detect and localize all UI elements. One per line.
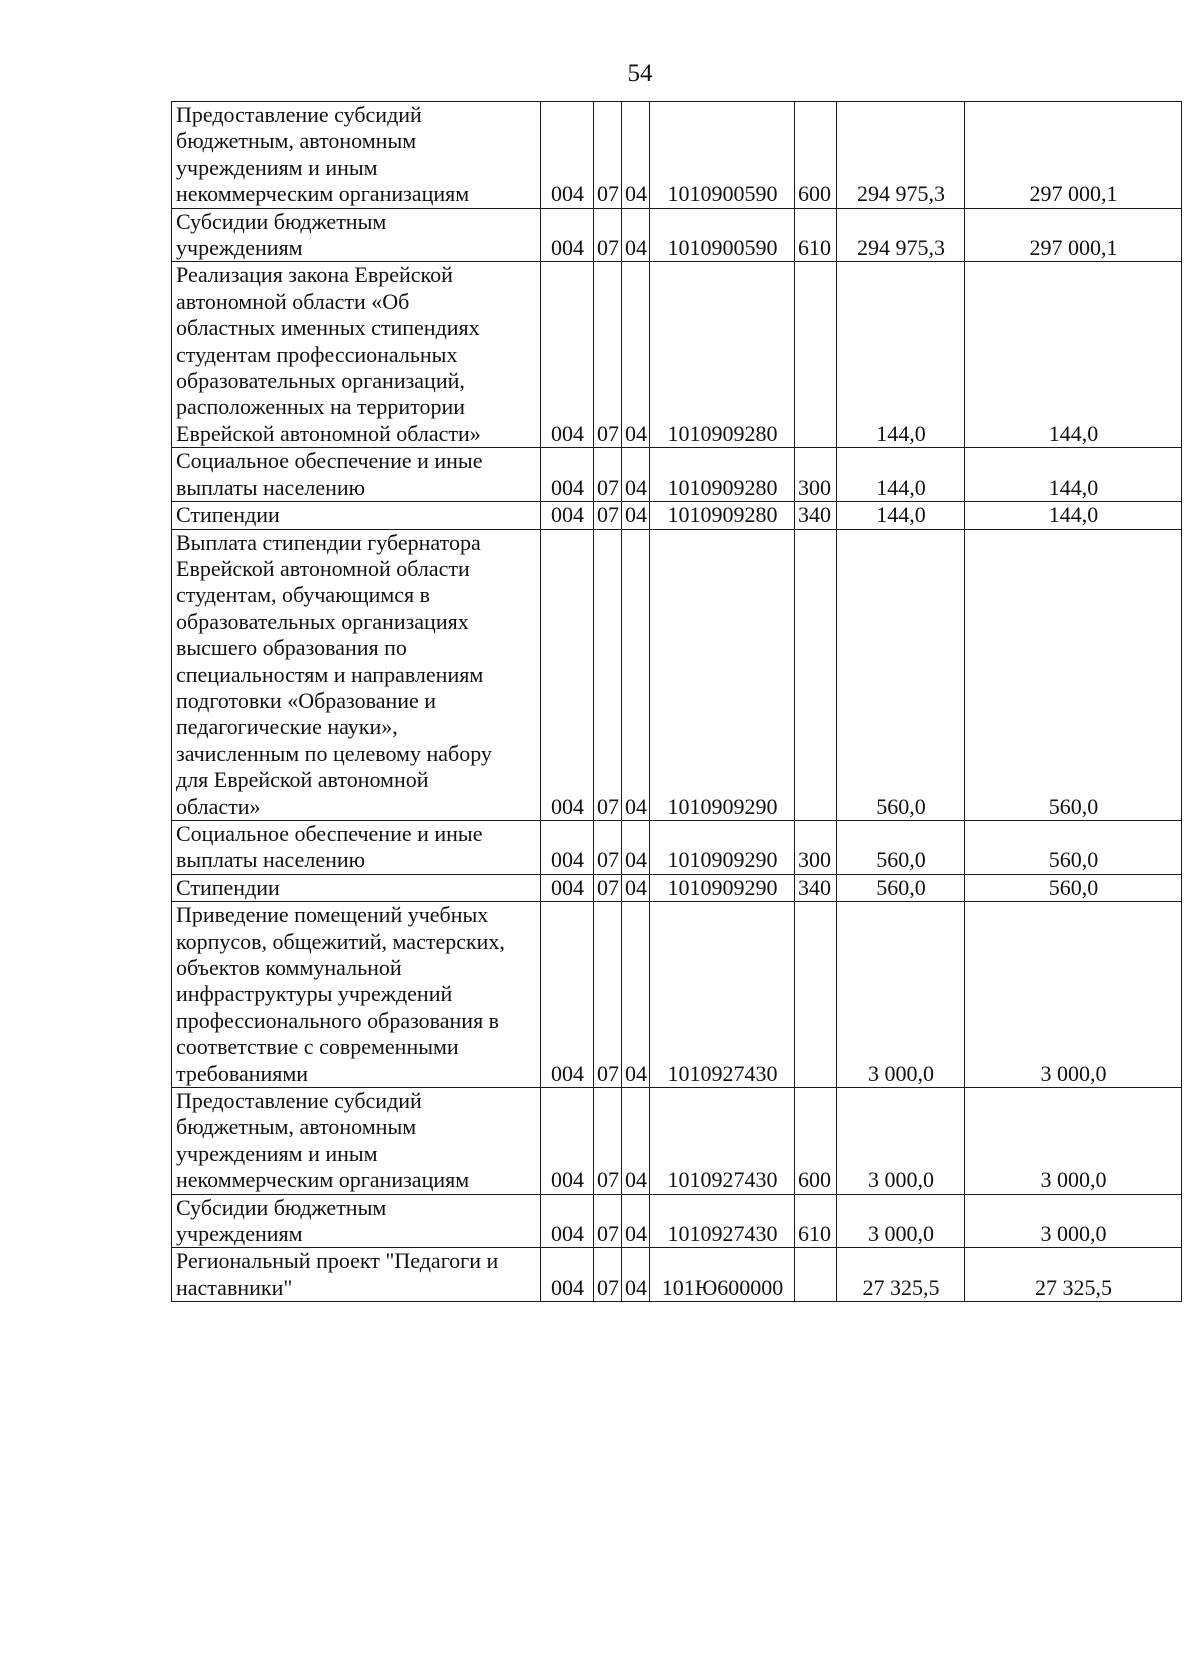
item-name-line: студентам профессиональных bbox=[176, 341, 458, 367]
expense-type-code-cell bbox=[795, 262, 837, 448]
grbs-code-cell: 004 bbox=[541, 820, 594, 874]
item-name-line: учреждениям bbox=[176, 235, 303, 261]
target-item-code-cell: 1010909290 bbox=[650, 820, 795, 874]
target-item-code-cell: 1010909280 bbox=[650, 448, 795, 502]
expense-type-code-cell: 340 bbox=[795, 502, 837, 529]
section-code-cell: 07 bbox=[594, 502, 622, 529]
item-name-line: Предоставление субсидий bbox=[176, 102, 422, 127]
item-name-line: образовательных организациях bbox=[176, 608, 469, 634]
item-name-line: Социальное обеспечение и иные bbox=[176, 448, 483, 474]
grbs-code-cell: 004 bbox=[541, 1088, 594, 1195]
expense-type-code-cell bbox=[795, 902, 837, 1088]
item-name-cell bbox=[172, 502, 541, 529]
table-row bbox=[172, 820, 1182, 874]
grbs-code-cell: 004 bbox=[541, 102, 594, 209]
budget-table bbox=[171, 101, 1182, 1302]
amount-year1-cell: 294 975,3 bbox=[837, 102, 965, 209]
expense-type-code-cell: 300 bbox=[795, 820, 837, 874]
target-item-code-cell: 1010900590 bbox=[650, 102, 795, 209]
amount-year1-cell: 27 325,5 bbox=[837, 1248, 965, 1302]
item-name-line: Предоставление субсидий bbox=[176, 1088, 422, 1114]
subsection-code-cell: 04 bbox=[622, 1088, 650, 1195]
item-name-cell bbox=[172, 208, 541, 262]
section-code-cell: 07 bbox=[594, 529, 622, 820]
item-name-line: Реализация закона Еврейской bbox=[176, 262, 453, 288]
item-name-line: некоммерческим организациям bbox=[176, 181, 470, 207]
item-name-line: Выплата стипендии губернатора bbox=[176, 529, 481, 555]
item-name-line: Стипендии bbox=[176, 874, 280, 900]
amount-year1-cell: 3 000,0 bbox=[837, 1088, 965, 1195]
item-name-line: выплаты населению bbox=[176, 847, 366, 873]
section-code-cell: 07 bbox=[594, 902, 622, 1088]
grbs-code-cell: 004 bbox=[541, 502, 594, 529]
table-row bbox=[172, 1248, 1182, 1302]
section-code-cell: 07 bbox=[594, 1088, 622, 1195]
item-name-cell bbox=[172, 902, 541, 1088]
item-name-cell bbox=[172, 448, 541, 502]
item-name-line: профессионального образования в bbox=[176, 1007, 500, 1033]
target-item-code-cell: 1010927430 bbox=[650, 902, 795, 1088]
subsection-code-cell: 04 bbox=[622, 902, 650, 1088]
amount-year1-cell: 294 975,3 bbox=[837, 208, 965, 262]
amount-year1-cell: 3 000,0 bbox=[837, 1194, 965, 1248]
table-row bbox=[172, 529, 1182, 820]
target-item-code-cell: 101Ю600000 bbox=[650, 1248, 795, 1302]
amount-year1-cell: 144,0 bbox=[837, 448, 965, 502]
target-item-code-cell: 1010909290 bbox=[650, 874, 795, 901]
item-name-line: инфраструктуры учреждений bbox=[176, 981, 453, 1007]
amount-year2-cell: 144,0 bbox=[965, 448, 1182, 502]
grbs-code-cell: 004 bbox=[541, 1248, 594, 1302]
item-name-cell bbox=[172, 1194, 541, 1248]
amount-year2-cell: 3 000,0 bbox=[965, 902, 1182, 1088]
item-name-cell bbox=[172, 820, 541, 874]
item-name-line: образовательных организаций, bbox=[176, 368, 465, 394]
expense-type-code-cell: 600 bbox=[795, 102, 837, 209]
target-item-code-cell: 1010927430 bbox=[650, 1088, 795, 1195]
item-name-line: учреждениям bbox=[176, 1221, 303, 1247]
subsection-code-cell: 04 bbox=[622, 102, 650, 209]
item-name-line: соответствие с современными bbox=[176, 1034, 459, 1060]
section-code-cell: 07 bbox=[594, 448, 622, 502]
table-row bbox=[172, 502, 1182, 529]
table-row bbox=[172, 1088, 1182, 1195]
section-code-cell: 07 bbox=[594, 102, 622, 209]
item-name-line: требованиями bbox=[176, 1060, 309, 1086]
expense-type-code-cell: 610 bbox=[795, 1194, 837, 1248]
expense-type-code-cell: 600 bbox=[795, 1088, 837, 1195]
item-name-line: расположенных на территории bbox=[176, 394, 466, 420]
expense-type-code-cell: 340 bbox=[795, 874, 837, 901]
amount-year1-cell: 3 000,0 bbox=[837, 902, 965, 1088]
grbs-code-cell: 004 bbox=[541, 1194, 594, 1248]
item-name-line: некоммерческим организациям bbox=[176, 1167, 470, 1193]
table-row bbox=[172, 902, 1182, 1088]
item-name-line: Социальное обеспечение и иные bbox=[176, 820, 483, 846]
subsection-code-cell: 04 bbox=[622, 874, 650, 901]
item-name-line: объектов коммунальной bbox=[176, 955, 402, 980]
table-row bbox=[172, 1194, 1182, 1248]
grbs-code-cell: 004 bbox=[541, 208, 594, 262]
item-name-line: студентам, обучающимся в bbox=[176, 582, 431, 608]
item-name-line: бюджетным, автономным bbox=[176, 128, 417, 154]
item-name-line: Субсидии бюджетным bbox=[176, 208, 387, 234]
item-name-cell bbox=[172, 262, 541, 448]
item-name-line: учреждениям и иным bbox=[176, 154, 378, 180]
item-name-cell bbox=[172, 102, 541, 209]
grbs-code-cell: 004 bbox=[541, 262, 594, 448]
grbs-code-cell: 004 bbox=[541, 874, 594, 901]
table-row bbox=[172, 448, 1182, 502]
item-name-cell bbox=[172, 1248, 541, 1302]
item-name-line: для Еврейской автономной bbox=[176, 767, 429, 793]
expense-type-code-cell bbox=[795, 1248, 837, 1302]
item-name-line: выплаты населению bbox=[176, 474, 366, 500]
item-name-line: корпусов, общежитий, мастерских, bbox=[176, 928, 505, 954]
section-code-cell: 07 bbox=[594, 262, 622, 448]
table-row bbox=[172, 262, 1182, 448]
expense-type-code-cell bbox=[795, 529, 837, 820]
target-item-code-cell: 1010909280 bbox=[650, 502, 795, 529]
amount-year1-cell: 560,0 bbox=[837, 820, 965, 874]
item-name-line: зачисленным по целевому набору bbox=[176, 740, 492, 766]
amount-year2-cell: 3 000,0 bbox=[965, 1194, 1182, 1248]
item-name-line: высшего образования по bbox=[176, 635, 407, 661]
item-name-line: учреждениям и иным bbox=[176, 1140, 378, 1166]
item-name-line: специальностям и направлениям bbox=[176, 661, 484, 687]
item-name-line: автономной области «Об bbox=[176, 288, 410, 314]
subsection-code-cell: 04 bbox=[622, 262, 650, 448]
amount-year1-cell: 144,0 bbox=[837, 262, 965, 448]
item-name-line: областных именных стипендиях bbox=[176, 315, 480, 341]
expense-type-code-cell: 610 bbox=[795, 208, 837, 262]
item-name-line: наставники" bbox=[176, 1274, 293, 1300]
subsection-code-cell: 04 bbox=[622, 502, 650, 529]
amount-year2-cell: 144,0 bbox=[965, 262, 1182, 448]
item-name-line: Субсидии бюджетным bbox=[176, 1194, 387, 1220]
amount-year1-cell: 144,0 bbox=[837, 502, 965, 529]
amount-year2-cell: 560,0 bbox=[965, 529, 1182, 820]
item-name-line: области» bbox=[176, 793, 261, 819]
subsection-code-cell: 04 bbox=[622, 448, 650, 502]
amount-year2-cell: 297 000,1 bbox=[965, 208, 1182, 262]
subsection-code-cell: 04 bbox=[622, 1248, 650, 1302]
target-item-code-cell: 1010909290 bbox=[650, 529, 795, 820]
section-code-cell: 07 bbox=[594, 1248, 622, 1302]
grbs-code-cell: 004 bbox=[541, 529, 594, 820]
amount-year2-cell: 297 000,1 bbox=[965, 102, 1182, 209]
table-row bbox=[172, 102, 1182, 209]
target-item-code-cell: 1010909280 bbox=[650, 262, 795, 448]
expense-type-code-cell: 300 bbox=[795, 448, 837, 502]
amount-year2-cell: 3 000,0 bbox=[965, 1088, 1182, 1195]
section-code-cell: 07 bbox=[594, 874, 622, 901]
item-name-line: Региональный проект "Педагоги и bbox=[176, 1248, 499, 1274]
amount-year2-cell: 560,0 bbox=[965, 874, 1182, 901]
item-name-cell bbox=[172, 529, 541, 820]
subsection-code-cell: 04 bbox=[622, 820, 650, 874]
section-code-cell: 07 bbox=[594, 208, 622, 262]
item-name-line: подготовки «Образование и bbox=[176, 687, 437, 713]
amount-year2-cell: 27 325,5 bbox=[965, 1248, 1182, 1302]
section-code-cell: 07 bbox=[594, 820, 622, 874]
amount-year2-cell: 560,0 bbox=[965, 820, 1182, 874]
item-name-line: Приведение помещений учебных bbox=[176, 902, 489, 928]
item-name-line: Стипендии bbox=[176, 502, 280, 528]
target-item-code-cell: 1010927430 bbox=[650, 1194, 795, 1248]
target-item-code-cell: 1010900590 bbox=[650, 208, 795, 262]
amount-year1-cell: 560,0 bbox=[837, 529, 965, 820]
item-name-line: Еврейской автономной области bbox=[176, 555, 470, 581]
item-name-line: бюджетным, автономным bbox=[176, 1114, 417, 1140]
item-name-line: Еврейской автономной области» bbox=[176, 420, 481, 446]
grbs-code-cell: 004 bbox=[541, 448, 594, 502]
page-number: 54 bbox=[627, 60, 653, 87]
table-row bbox=[172, 874, 1182, 901]
item-name-line: педагогические науки», bbox=[176, 714, 398, 740]
amount-year1-cell: 560,0 bbox=[837, 874, 965, 901]
grbs-code-cell: 004 bbox=[541, 902, 594, 1088]
item-name-cell bbox=[172, 1088, 541, 1195]
budget-table-body bbox=[172, 102, 1182, 1302]
subsection-code-cell: 04 bbox=[622, 529, 650, 820]
amount-year2-cell: 144,0 bbox=[965, 502, 1182, 529]
item-name-cell bbox=[172, 874, 541, 901]
section-code-cell: 07 bbox=[594, 1194, 622, 1248]
subsection-code-cell: 04 bbox=[622, 1194, 650, 1248]
subsection-code-cell: 04 bbox=[622, 208, 650, 262]
table-row bbox=[172, 208, 1182, 262]
